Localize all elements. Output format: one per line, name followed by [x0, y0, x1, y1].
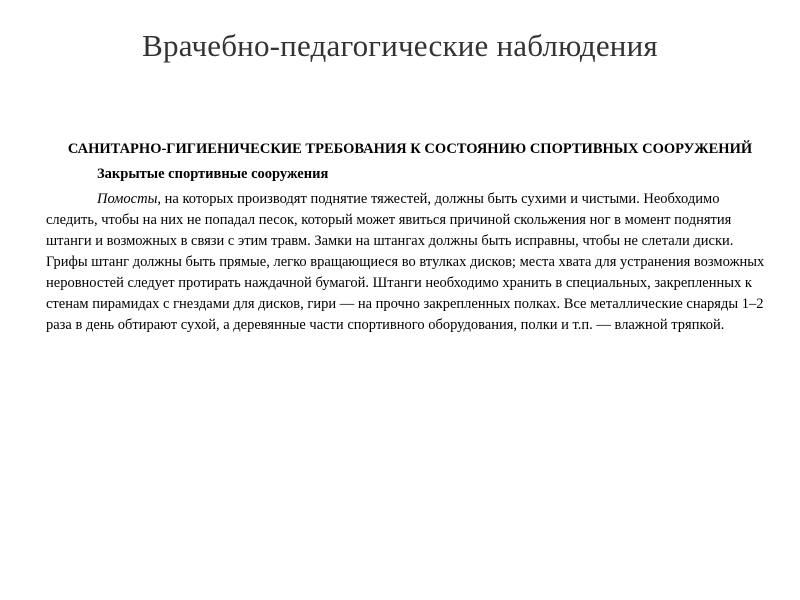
- paragraph-term: Помосты: [97, 191, 158, 207]
- slide-title: Врачебно-педагогические наблюдения: [142, 28, 658, 63]
- paragraph-text: , на которых производят поднятие тяжестей, должны быть сухими и чистыми. Необходимо следить, чтобы на них не попадал песок, который может явиться причиной скольжения ног в момент поднятия штанги и возможных в связи с этим травм. Замки на штангах должны быть исправны, чтобы не слетали диски. Грифы штанг должны быть прямые, легко вращающиеся во втулках дисков; места хвата для устранения возможных неровностей следует протирать наждачной бумагой. Штанги необходимо хранить в специальных, закрепленных к стенам пирамидах с гнездами для дисков, гири — на прочно закрепленных полках. Все металлические снаряды 1–2 раза в день обтирают сухой, а деревянные части спортивного оборудования, полки и т.п. — влажной тряпкой.: [46, 191, 765, 333]
- body-paragraph: [46, 189, 774, 336]
- slide-content: [46, 140, 774, 336]
- section-heading: САНИТАРНО-ГИГИЕНИЧЕСКИЕ ТРЕБОВАНИЯ К СОСТОЯНИЮ СПОРТИВНЫХ СООРУЖЕНИЙ: [67, 141, 753, 157]
- subheading: Закрытые спортивные сооружения: [97, 166, 329, 182]
